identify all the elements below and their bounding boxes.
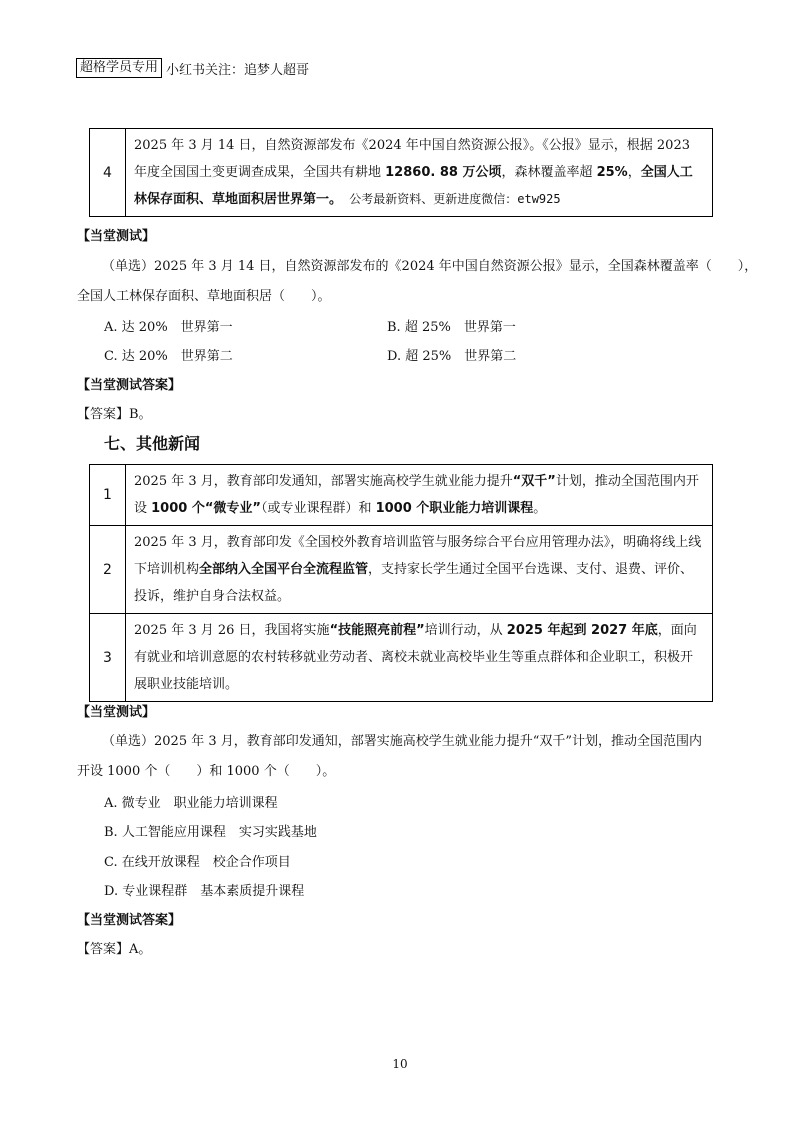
bold-segment: 1000 个职业能力培训课程 [375, 501, 534, 516]
header-follow-text: 小红书关注：追梦人超哥 [166, 62, 310, 78]
bold-segment: “双千” [512, 474, 556, 489]
quiz2-question-line1: （单选）2025 年 3 月，教育部印发通知，部署实施高校学生就业能力提升“双千”计划，推动全国范围内 [102, 734, 703, 749]
row-number: 1 [90, 465, 126, 526]
text-segment: 2025 年 3 月 26 日，我国将实施 [134, 623, 330, 638]
text-segment: 培训行动，从 [424, 623, 507, 638]
table-row [90, 614, 713, 702]
row-text [126, 465, 713, 526]
page-number: 10 [392, 1057, 408, 1071]
bold-segment: “技能照亮前程” [329, 623, 425, 638]
header-tag: 超格学员专用 [76, 58, 162, 78]
text-segment: 。 [533, 501, 547, 516]
text-segment: ， [627, 165, 641, 180]
table-row [90, 465, 713, 526]
bold-segment: 1000 个“微专业” [151, 501, 261, 516]
quiz2-option-d: D. 专业课程群 基本素质提升课程 [104, 884, 305, 899]
row-text [126, 129, 713, 217]
row-number: 4 [90, 129, 126, 217]
quiz1-option-d: D. 超 25% 世界第二 [387, 349, 517, 364]
row-text [126, 526, 713, 614]
text-segment: 计划，推动全国范围内开设 [134, 474, 699, 516]
quiz2-question-line2: 开设 1000 个（ ）和 1000 个（ ）。 [77, 764, 336, 779]
page-header [76, 58, 309, 78]
quiz1-answer: 【答案】B。 [77, 407, 152, 422]
quiz1-question-line1: （单选）2025 年 3 月 14 日，自然资源部发布的《2024 年中国自然资源公报》显示，全国森林覆盖率（ ）， [102, 259, 758, 274]
quiz2-answer-title: 【当堂测试答案】 [77, 913, 182, 928]
news-table-2 [89, 464, 713, 702]
quiz2-option-b: B. 人工智能应用课程 实习实践基地 [104, 825, 317, 840]
quiz2-option-c: C. 在线开放课程 校企合作项目 [104, 855, 291, 870]
text-segment: （或专业课程群）和 [260, 501, 376, 516]
quiz1-question-line2: 全国人工林保存面积、草地面积居（ ）。 [77, 289, 331, 304]
quiz1-option-b: B. 超 25% 世界第一 [387, 320, 516, 335]
quiz2-answer: 【答案】A。 [77, 942, 152, 957]
section-heading: 七、其他新闻 [104, 434, 201, 453]
quiz1-title: 【当堂测试】 [77, 229, 156, 244]
quiz1-option-c: C. 达 20% 世界第二 [104, 349, 233, 364]
bold-segment: 25% [596, 165, 628, 180]
bold-segment: 12860. 88 万公顷 [385, 165, 502, 180]
wechat-note: 公考最新资料、更新进度微信：etw925 [342, 192, 561, 206]
row-number: 2 [90, 526, 126, 614]
news-table-1 [89, 128, 713, 217]
table-row [90, 526, 713, 614]
text-segment: 2025 年 3 月，教育部印发《全国校外教育培训监管与服务综合平台应用管理办法》，明确将线上线下培训机构 [134, 535, 702, 577]
bold-segment: 全国人工林保存面积、草地面积居世界第一。 [134, 165, 693, 207]
row-text [126, 614, 713, 702]
quiz1-answer-title: 【当堂测试答案】 [77, 378, 182, 393]
text-segment: ，支持家长学生通过全国平台选课、支付、退费、评价、投诉，维护自身合法权益。 [134, 562, 694, 604]
row-number: 3 [90, 614, 126, 702]
quiz1-option-a: A. 达 20% 世界第一 [104, 320, 233, 335]
bold-segment: 全部纳入全国平台全流程监管 [199, 562, 369, 577]
text-segment: ，面向有就业和培训意愿的农村转移就业劳动者、离校未就业高校毕业生等重点群体和企业职工，积极开展职业技能培训。 [134, 623, 697, 692]
text-segment: 2025 年 3 月，教育部印发通知，部署实施高校学生就业能力提升 [134, 474, 513, 489]
quiz2-title: 【当堂测试】 [77, 705, 156, 720]
text-segment: 2025 年 3 月 14 日，自然资源部发布《2024 年中国自然资源公报》。《公报》显示，根据 2023 年度全国国土变更调查成果，全国共有耕地 [134, 138, 690, 180]
text-segment: ，森林覆盖率超 [501, 165, 597, 180]
quiz2-option-a: A. 微专业 职业能力培训课程 [104, 796, 278, 811]
table-row [90, 129, 713, 217]
bold-segment: 2025 年起到 2027 年底 [506, 623, 658, 638]
